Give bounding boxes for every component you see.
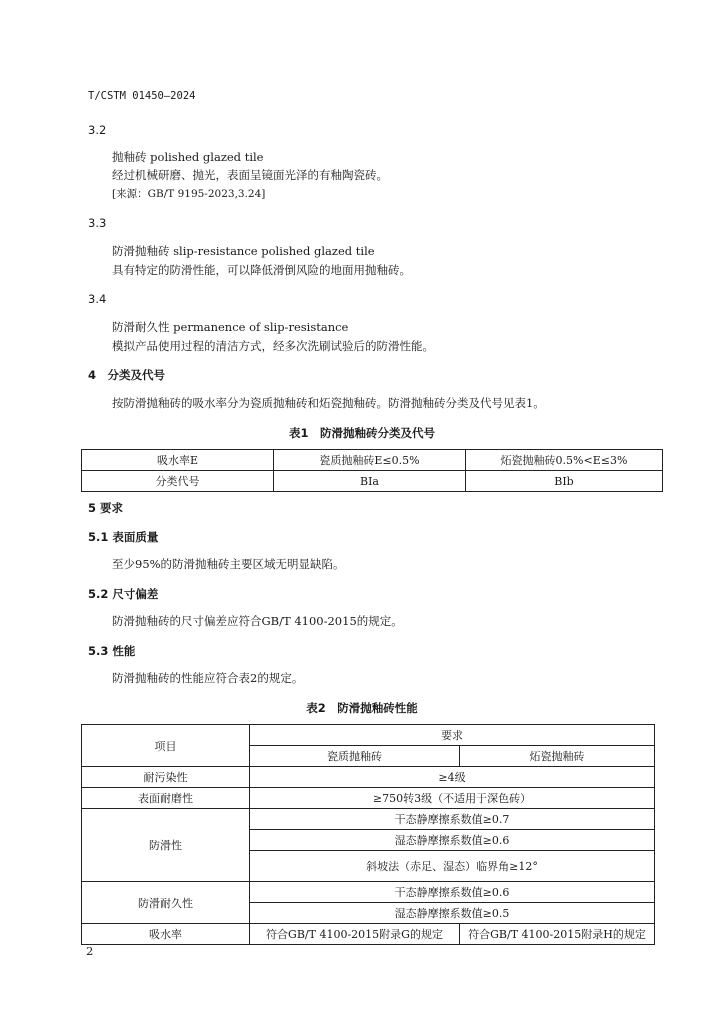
section-3-3-definition: 具有特定的防滑性能，可以降低滑倒风险的地面用抛釉砖。 <box>112 263 411 277</box>
table2-slip-wet: 湿态静摩擦系数值≥0.6 <box>250 830 655 851</box>
table2-durable-label: 防滑耐久性 <box>82 882 250 924</box>
section-4-heading: 4 分类及代号 <box>88 368 166 382</box>
table2-caption: 表2 防滑抛釉砖性能 <box>306 701 418 715</box>
section-3-2-term: 抛釉砖 polished glazed tile <box>112 150 264 164</box>
table-row <box>82 450 663 471</box>
section-3-4-term: 防滑耐久性 permanence of slip-resistance <box>112 320 349 334</box>
table2-durable-wet: 湿态静摩擦系数值≥0.5 <box>250 903 655 924</box>
table2-header-porcelain: 瓷质抛釉砖 <box>250 746 460 767</box>
table1 <box>81 449 663 492</box>
table2-header-item: 项目 <box>82 725 250 767</box>
section-5-2-text: 防滑抛釉砖的尺寸偏差应符合GB/T 4100-2015的规定。 <box>112 614 403 628</box>
section-5-2-heading: 5.2 尺寸偏差 <box>88 587 159 601</box>
section-5-heading: 5 要求 <box>88 501 124 515</box>
table1-header-porcelain: 瓷质抛釉砖E≤0.5% <box>274 450 466 471</box>
section-5-3-text: 防滑抛釉砖的性能应符合表2的规定。 <box>112 671 304 685</box>
table2-absorb-porcelain: 符合GB/T 4100-2015附录G的规定 <box>250 924 460 945</box>
section-4-text: 按防滑抛釉砖的吸水率分为瓷质抛釉砖和炻瓷抛釉砖。防滑抛釉砖分类及代号见表1。 <box>112 396 545 410</box>
table-row <box>82 471 663 492</box>
page-number: 2 <box>86 944 94 958</box>
table1-header-absorption: 吸水率E <box>82 450 274 471</box>
table2-slip-dry: 干态静摩擦系数值≥0.7 <box>250 809 655 830</box>
table1-caption: 表1 防滑抛釉砖分类及代号 <box>288 426 435 440</box>
table2-durable-dry: 干态静摩擦系数值≥0.6 <box>250 882 655 903</box>
table2-slip-ramp: 斜坡法（赤足、湿态）临界角≥12° <box>250 851 655 882</box>
table-row <box>82 725 655 746</box>
section-3-2-source: [来源：GB/T 9195-2023,3.24] <box>112 188 266 200</box>
section-3-2-number: 3.2 <box>88 123 107 137</box>
section-3-3-term: 防滑抛釉砖 slip-resistance polished glazed tile <box>112 244 375 258</box>
table2-wear-label: 表面耐磨性 <box>82 788 250 809</box>
table1-header-stoneware: 炻瓷抛釉砖0.5%<E≤3% <box>466 450 663 471</box>
table2-absorb-label: 吸水率 <box>82 924 250 945</box>
section-3-2-definition: 经过机械研磨、抛光，表面呈镜面光泽的有釉陶瓷砖。 <box>112 168 388 182</box>
table1-code-label: 分类代号 <box>82 471 274 492</box>
table2-absorb-stoneware: 符合GB/T 4100-2015附录H的规定 <box>460 924 655 945</box>
table2 <box>81 724 655 945</box>
section-5-1-heading: 5.1 表面质量 <box>88 530 159 544</box>
table-row <box>82 882 655 903</box>
section-5-3-heading: 5.3 性能 <box>88 644 136 658</box>
table2-header-requirement: 要求 <box>250 725 655 746</box>
table2-stain-value: ≥4级 <box>250 767 655 788</box>
table1-code-stoneware: BⅠb <box>466 471 663 492</box>
table-row <box>82 788 655 809</box>
section-5-1-text: 至少95%的防滑抛釉砖主要区域无明显缺陷。 <box>112 557 345 571</box>
section-3-3-number: 3.3 <box>88 216 107 230</box>
table2-slip-label: 防滑性 <box>82 809 250 882</box>
table2-stain-label: 耐污染性 <box>82 767 250 788</box>
table-row <box>82 924 655 945</box>
table2-header-stoneware: 炻瓷抛釉砖 <box>460 746 655 767</box>
document-id: T/CSTM 01450—2024 <box>88 90 196 102</box>
table-row <box>82 767 655 788</box>
table2-wear-value: ≥750转3级（不适用于深色砖） <box>250 788 655 809</box>
section-3-4-number: 3.4 <box>88 292 107 306</box>
table1-code-porcelain: BⅠa <box>274 471 466 492</box>
table-row <box>82 809 655 830</box>
section-3-4-definition: 模拟产品使用过程的清洁方式，经多次洗刷试验后的防滑性能。 <box>112 339 434 353</box>
